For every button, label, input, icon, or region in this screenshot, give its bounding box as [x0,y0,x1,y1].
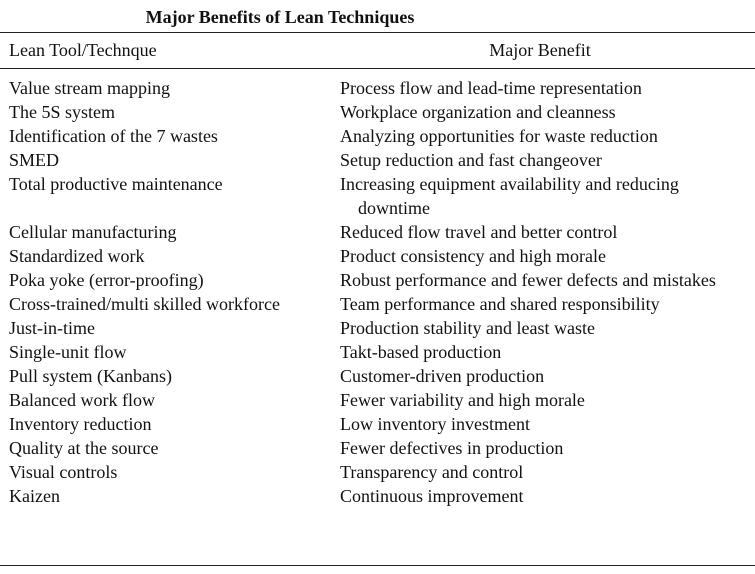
table-row [0,436,755,460]
tool-cell: Cross-trained/multi skilled workforce [9,294,280,314]
tool-cell: Balanced work flow [9,390,155,410]
benefit-cell: Production stability and least waste [340,318,595,338]
table-row [0,268,755,292]
benefit-cell: Fewer defectives in production [340,438,564,458]
table-row [0,100,755,124]
header-benefit: Major Benefit [489,40,591,60]
benefit-cell: Analyzing opportunities for waste reduction [340,126,658,146]
tool-cell: Standardized work [9,246,145,266]
tool-cell: Poka yoke (error-proofing) [9,270,204,290]
benefit-cell: Low inventory investment [340,414,530,434]
header-rule [0,68,755,69]
tool-cell: Cellular manufacturing [9,222,177,242]
benefit-cell: Fewer variability and high morale [340,390,585,410]
tool-cell: The 5S system [9,102,115,122]
tool-cell: SMED [9,150,60,170]
top-rule [0,32,755,33]
benefit-cell: Continuous improvement [340,486,524,506]
tool-cell: Kaizen [9,486,60,506]
table-header [0,37,755,63]
tool-cell: Identification of the 7 wastes [9,126,218,146]
benefit-cell: Transparency and control [340,462,524,482]
benefit-cell: Team performance and shared responsibility [340,294,660,314]
table-row [0,148,755,172]
table-row [0,124,755,148]
benefit-cell: Robust performance and fewer defects and mistakes [340,270,716,290]
benefit-cell: Product consistency and high morale [340,246,606,266]
table-row [0,220,755,244]
table-row [0,460,755,484]
table-row [0,484,755,508]
table-row [0,388,755,412]
table-row [0,412,755,436]
benefit-cell: Takt-based production [340,342,502,362]
table-row [0,340,755,364]
tool-cell: Total productive maintenance [9,174,223,194]
benefit-cell: Customer-driven production [340,366,545,386]
benefit-cell: Setup reduction and fast changeover [340,150,602,170]
table-row [0,292,755,316]
benefit-cell: Increasing equipment availability and reducing downtime [340,174,679,218]
tool-cell: Pull system (Kanbans) [9,366,172,386]
table-row [0,316,755,340]
benefit-cell: Process flow and lead-time representation [340,78,642,98]
benefits-table [0,76,755,508]
table-row [0,76,755,100]
table-row [0,172,755,220]
tool-cell: Visual controls [9,462,118,482]
tool-cell: Inventory reduction [9,414,152,434]
tool-cell: Value stream mapping [9,78,170,98]
table-title: Major Benefits of Lean Techniques [145,7,415,27]
tool-cell: Just-in-time [9,318,95,338]
header-tool: Lean Tool/Technque [9,40,157,60]
benefit-cell: Reduced flow travel and better control [340,222,618,242]
tool-cell: Quality at the source [9,438,159,458]
bottom-rule [0,565,755,566]
table-row [0,364,755,388]
table-row [0,244,755,268]
benefit-cell: Workplace organization and cleanness [340,102,616,122]
tool-cell: Single-unit flow [9,342,127,362]
